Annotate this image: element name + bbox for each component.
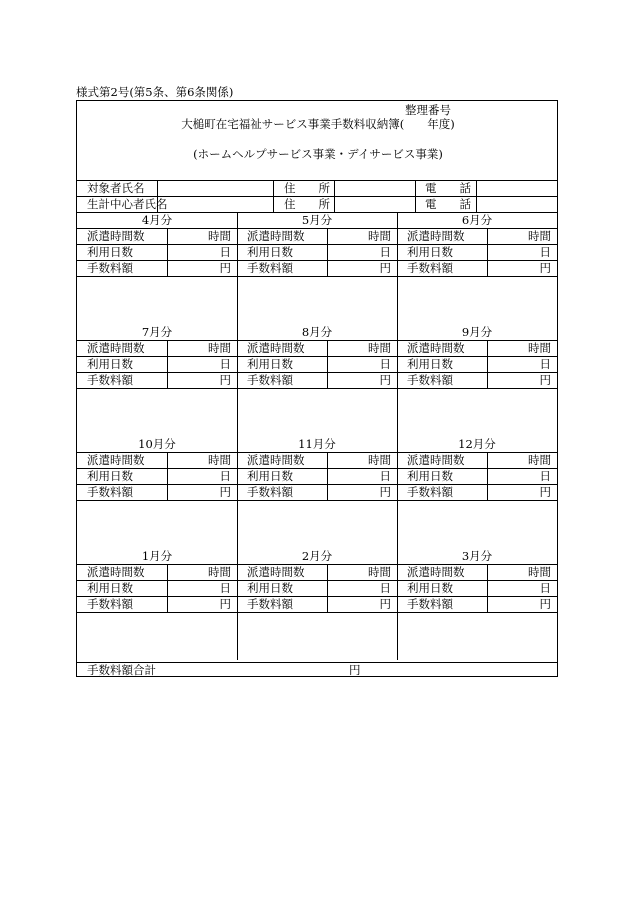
- usage-days-label: 利用日数: [407, 245, 453, 259]
- dispatch-hours-label: 派遣時間数: [87, 229, 145, 243]
- dispatch-hours-unit: 時間: [528, 229, 551, 243]
- dispatch-hours-unit: 時間: [208, 229, 231, 243]
- form-number-label: 様式第2号(第5条、第6条関係): [76, 85, 234, 99]
- fee-amount-unit: 円: [219, 597, 231, 611]
- fee-amount-unit: 円: [379, 261, 391, 275]
- ledger-subtitle: (ホームヘルプサービス事業・デイサービス事業): [193, 147, 443, 161]
- notes-box: [239, 278, 395, 322]
- fee-amount-unit: 円: [219, 373, 231, 387]
- dispatch-hours-unit: 時間: [368, 565, 391, 579]
- usage-days-label: 利用日数: [247, 245, 293, 259]
- dispatch-hours-label: 派遣時間数: [247, 453, 305, 467]
- divider: [397, 548, 398, 660]
- notes-box: [79, 278, 235, 322]
- fee-amount-unit: 円: [539, 373, 551, 387]
- divider: [77, 452, 557, 453]
- usage-days-label: 利用日数: [87, 581, 133, 595]
- divider: [77, 260, 557, 261]
- ledger-form: [76, 100, 558, 677]
- month-header: 2月分: [301, 549, 333, 563]
- fee-amount-label: 手数料額: [407, 373, 453, 387]
- divider: [77, 244, 557, 245]
- month-header: 6月分: [461, 213, 493, 227]
- divider: [77, 388, 557, 389]
- notes-box: [399, 278, 555, 322]
- dispatch-hours-label: 派遣時間数: [87, 565, 145, 579]
- total-fee-label: 手数料額合計: [87, 663, 156, 677]
- divider: [77, 596, 557, 597]
- notes-box: [239, 502, 395, 546]
- divider: [77, 468, 557, 469]
- month-header: 12月分: [458, 437, 496, 451]
- usage-days-label: 利用日数: [247, 581, 293, 595]
- fee-amount-label: 手数料額: [87, 485, 133, 499]
- usage-days-unit: 日: [539, 469, 551, 483]
- dispatch-hours-unit: 時間: [528, 453, 551, 467]
- divider: [77, 276, 557, 277]
- usage-days-label: 利用日数: [407, 469, 453, 483]
- divider: [237, 436, 238, 548]
- address-label: 住 所: [284, 181, 330, 195]
- month-header: 1月分: [141, 549, 173, 563]
- usage-days-unit: 日: [379, 245, 391, 259]
- usage-days-label: 利用日数: [87, 357, 133, 371]
- phone-label: 電 話: [425, 181, 471, 195]
- fee-amount-unit: 円: [379, 597, 391, 611]
- usage-days-unit: 日: [539, 357, 551, 371]
- dispatch-hours-label: 派遣時間数: [407, 565, 465, 579]
- fee-amount-label: 手数料額: [407, 261, 453, 275]
- usage-days-unit: 日: [379, 357, 391, 371]
- dispatch-hours-label: 派遣時間数: [87, 453, 145, 467]
- dispatch-hours-label: 派遣時間数: [87, 341, 145, 355]
- divider: [397, 212, 398, 324]
- usage-days-unit: 日: [219, 469, 231, 483]
- dispatch-hours-label: 派遣時間数: [247, 341, 305, 355]
- month-header: 8月分: [301, 325, 333, 339]
- month-header: 9月分: [461, 325, 493, 339]
- dispatch-hours-unit: 時間: [528, 565, 551, 579]
- month-header: 3月分: [461, 549, 493, 563]
- divider: [77, 484, 557, 485]
- month-header: 4月分: [141, 213, 173, 227]
- fee-amount-label: 手数料額: [247, 261, 293, 275]
- usage-days-unit: 日: [219, 581, 231, 595]
- dispatch-hours-unit: 時間: [368, 229, 391, 243]
- divider: [77, 580, 557, 581]
- divider: [77, 612, 557, 613]
- notes-box: [239, 390, 395, 434]
- dispatch-hours-label: 派遣時間数: [247, 565, 305, 579]
- usage-days-unit: 日: [379, 469, 391, 483]
- divider: [77, 340, 557, 341]
- usage-days-unit: 日: [219, 357, 231, 371]
- breadwinner-name-label: 生計中心者氏名: [87, 197, 168, 211]
- notes-box: [399, 502, 555, 546]
- divider: [77, 356, 557, 357]
- fee-amount-label: 手数料額: [87, 597, 133, 611]
- fee-amount-label: 手数料額: [407, 485, 453, 499]
- subject-name-label: 対象者氏名: [87, 181, 145, 195]
- dispatch-hours-label: 派遣時間数: [247, 229, 305, 243]
- divider: [476, 180, 477, 212]
- divider: [77, 228, 557, 229]
- fee-amount-label: 手数料額: [87, 373, 133, 387]
- fee-amount-label: 手数料額: [247, 485, 293, 499]
- fee-amount-unit: 円: [539, 261, 551, 275]
- divider: [397, 324, 398, 436]
- month-header: 11月分: [298, 437, 336, 451]
- divider: [273, 180, 274, 212]
- fee-amount-label: 手数料額: [247, 597, 293, 611]
- dispatch-hours-label: 派遣時間数: [407, 453, 465, 467]
- usage-days-unit: 日: [379, 581, 391, 595]
- month-header: 5月分: [301, 213, 333, 227]
- fee-amount-unit: 円: [379, 373, 391, 387]
- notes-box: [79, 502, 235, 546]
- notes-box: [399, 614, 555, 658]
- divider: [237, 212, 238, 324]
- dispatch-hours-unit: 時間: [208, 453, 231, 467]
- usage-days-unit: 日: [539, 245, 551, 259]
- fee-amount-unit: 円: [379, 485, 391, 499]
- dispatch-hours-unit: 時間: [208, 341, 231, 355]
- fee-amount-unit: 円: [219, 261, 231, 275]
- dispatch-hours-label: 派遣時間数: [407, 229, 465, 243]
- serial-number-label: 整理番号: [405, 103, 451, 117]
- notes-box: [79, 390, 235, 434]
- divider: [77, 372, 557, 373]
- usage-days-label: 利用日数: [247, 357, 293, 371]
- address-label: 住 所: [284, 197, 330, 211]
- notes-box: [399, 390, 555, 434]
- fee-amount-unit: 円: [219, 485, 231, 499]
- usage-days-label: 利用日数: [407, 357, 453, 371]
- dispatch-hours-unit: 時間: [368, 341, 391, 355]
- notes-box: [239, 614, 395, 658]
- total-fee-unit: 円: [349, 663, 361, 677]
- fee-amount-label: 手数料額: [407, 597, 453, 611]
- fee-amount-label: 手数料額: [247, 373, 293, 387]
- ledger-title: 大槌町在宅福祉サービス事業手数料収納簿( 年度): [181, 117, 455, 131]
- divider: [397, 436, 398, 548]
- usage-days-label: 利用日数: [407, 581, 453, 595]
- usage-days-label: 利用日数: [247, 469, 293, 483]
- fee-amount-label: 手数料額: [87, 261, 133, 275]
- dispatch-hours-unit: 時間: [208, 565, 231, 579]
- month-header: 7月分: [141, 325, 173, 339]
- notes-box: [79, 614, 235, 658]
- usage-days-unit: 日: [539, 581, 551, 595]
- divider: [334, 180, 335, 212]
- fee-amount-unit: 円: [539, 485, 551, 499]
- usage-days-label: 利用日数: [87, 245, 133, 259]
- divider: [237, 548, 238, 660]
- dispatch-hours-unit: 時間: [528, 341, 551, 355]
- phone-label: 電 話: [425, 197, 471, 211]
- dispatch-hours-unit: 時間: [368, 453, 391, 467]
- usage-days-unit: 日: [219, 245, 231, 259]
- month-header: 10月分: [138, 437, 176, 451]
- divider: [77, 500, 557, 501]
- divider: [415, 180, 416, 212]
- fee-amount-unit: 円: [539, 597, 551, 611]
- dispatch-hours-label: 派遣時間数: [407, 341, 465, 355]
- divider: [237, 324, 238, 436]
- usage-days-label: 利用日数: [87, 469, 133, 483]
- divider: [77, 564, 557, 565]
